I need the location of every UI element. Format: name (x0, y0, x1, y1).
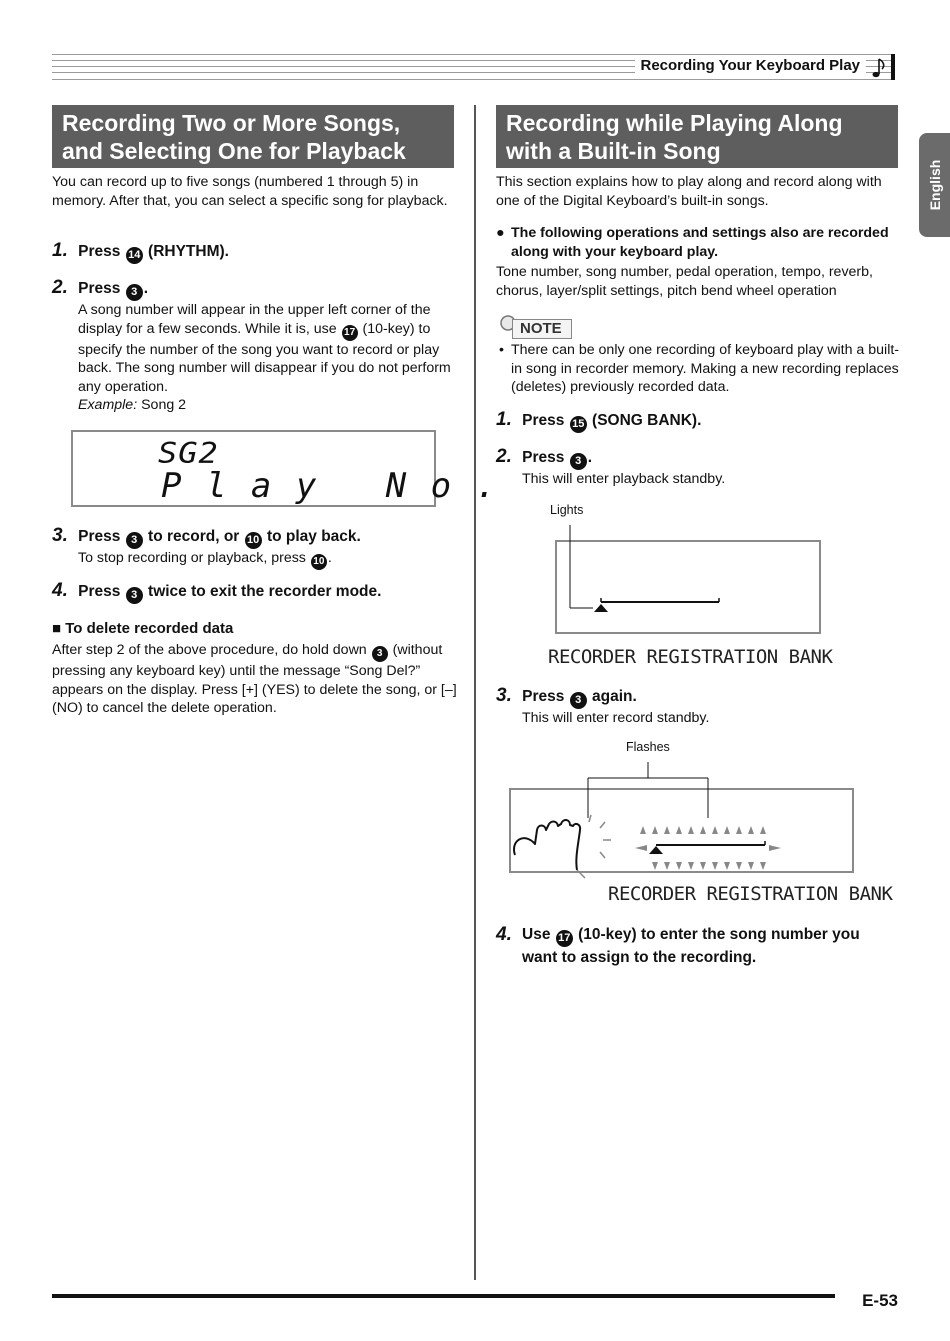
right-step-1 (496, 409, 701, 433)
step-text: Press (78, 528, 121, 545)
step-text: Press (78, 280, 121, 297)
delete-heading: ■ To delete recorded data (52, 620, 234, 637)
lights-label: Lights (550, 503, 584, 517)
example-label: Example: (78, 397, 138, 413)
right-intro: This section explains how to play along and record along with one of the Digital Keyboard’s built-in songs. (496, 174, 882, 209)
step-text: Press (522, 449, 565, 466)
body-text: (without pressing any keyboard key) until the message “Song Del?” appears on the display. Press [+] (YES) to delete the song, or [–] (NO) to cancel the delete operation. (52, 642, 457, 716)
example-value: Song 2 (141, 397, 187, 413)
music-note-icon (870, 57, 886, 79)
step-text: (10-key) to enter the song number you want to assign to the recording. (522, 926, 860, 966)
right-step-4 (496, 924, 894, 969)
column-divider (474, 105, 476, 1280)
step-text: (RHYTHM). (148, 243, 229, 260)
bullet-dot-icon: ● (496, 225, 505, 241)
left-heading-line-2: and Selecting One for Playback (62, 138, 406, 164)
right-step-3-body: This will enter record standby. (522, 710, 710, 726)
key-17-icon: 17 (556, 930, 573, 947)
display-label-recorder-1: RECORDER REGISTRATION BANK (548, 646, 833, 668)
key-3-icon: 3 (126, 532, 143, 549)
key-10-icon: 10 (245, 532, 262, 549)
right-heading-line-2: with a Built-in Song (506, 138, 721, 164)
key-3-icon: 3 (570, 692, 587, 709)
right-step-2 (496, 446, 592, 470)
hand-icon (514, 820, 580, 870)
step-number: 4. (52, 580, 68, 601)
body-text: A song number will appear in the upper left corner of the display for a few seconds. While it is, use (78, 302, 431, 337)
step-text: Use (522, 926, 551, 943)
left-step-1 (52, 240, 229, 264)
left-intro: You can record up to five songs (numbered 1 through 5) in memory. After that, you can select a specific song for playback. (52, 174, 448, 209)
key-3-icon: 3 (126, 587, 143, 604)
lcd-song-number: SG2 (158, 435, 219, 471)
record-indicator (505, 760, 795, 890)
key-15-icon: 15 (570, 416, 587, 433)
right-step-2-body: This will enter playback standby. (522, 471, 726, 487)
language-tab (919, 133, 950, 237)
left-step-3 (52, 525, 361, 549)
step-number: 2. (496, 446, 512, 467)
step-text: . (587, 449, 593, 466)
display-label-recorder-2: RECORDER REGISTRATION BANK (608, 883, 893, 905)
step-text: Press (78, 583, 121, 600)
bold-note-text: The following operations and settings also are recorded along with your keyboard play. (511, 225, 889, 260)
key-3-icon: 3 (570, 453, 587, 470)
flashes-label: Flashes (626, 740, 670, 754)
playback-indicator (545, 520, 745, 620)
note-bullet: • There can be only one recording of keyboard play with a built-in song in recorder memory. Making a new recording replaces (deletes) previously recorded data. (496, 341, 903, 397)
body-text: (10-key) to specify the number of the song you want to record or play back. The song number will disappear if you do not perform any operation. (78, 320, 451, 395)
page-number: E-53 (862, 1291, 898, 1310)
step-number: 1. (496, 409, 512, 430)
step-text: to record, or (148, 528, 240, 545)
key-14-icon: 14 (126, 247, 143, 264)
step-text: (SONG BANK). (592, 412, 702, 429)
step-text: Press (522, 412, 565, 429)
bold-note (496, 224, 896, 261)
left-section-heading (52, 105, 454, 168)
note-label (498, 315, 572, 339)
key-10-icon: 10 (311, 554, 327, 570)
step-text: Press (78, 243, 121, 260)
left-step-4 (52, 580, 381, 604)
step-number: 2. (52, 277, 68, 298)
step-text: Press (522, 688, 565, 705)
right-heading-line-1: Recording while Playing Along (506, 110, 843, 136)
running-header: Recording Your Keyboard Play (635, 57, 867, 75)
step-text: . (143, 280, 149, 297)
step-text: to play back. (266, 528, 361, 545)
body-text: . (327, 550, 332, 566)
right-step-3 (496, 685, 637, 709)
left-step-3-body (78, 549, 456, 570)
key-3-icon: 3 (126, 284, 143, 301)
step-number: 3. (496, 685, 512, 706)
lcd-main-text: P l a y N o . (161, 466, 499, 506)
key-3-icon: 3 (372, 646, 388, 662)
step-text: again. (592, 688, 637, 705)
body-text: To stop recording or playback, press (78, 550, 306, 566)
body-text: After step 2 of the above procedure, do hold down (52, 642, 367, 658)
language-tab-label: English (926, 159, 943, 211)
step-number: 1. (52, 240, 68, 261)
lcd-display-song (71, 430, 499, 507)
step-number: 3. (52, 525, 68, 546)
left-heading-line-1: Recording Two or More Songs, (62, 110, 401, 136)
left-step-2-body (78, 301, 456, 415)
right-section-heading (496, 105, 898, 168)
recorded-operations: Tone number, song number, pedal operation, tempo, reverb, chorus, layer/split settings, pitch bend wheel operation (496, 264, 873, 299)
step-text: twice to exit the recorder mode. (148, 583, 382, 600)
left-step-2 (52, 277, 148, 301)
note-label-text: NOTE (520, 320, 562, 337)
footer-rule (52, 1294, 835, 1298)
step-number: 4. (496, 924, 512, 945)
key-17-icon: 17 (342, 325, 358, 341)
delete-body (52, 641, 457, 718)
